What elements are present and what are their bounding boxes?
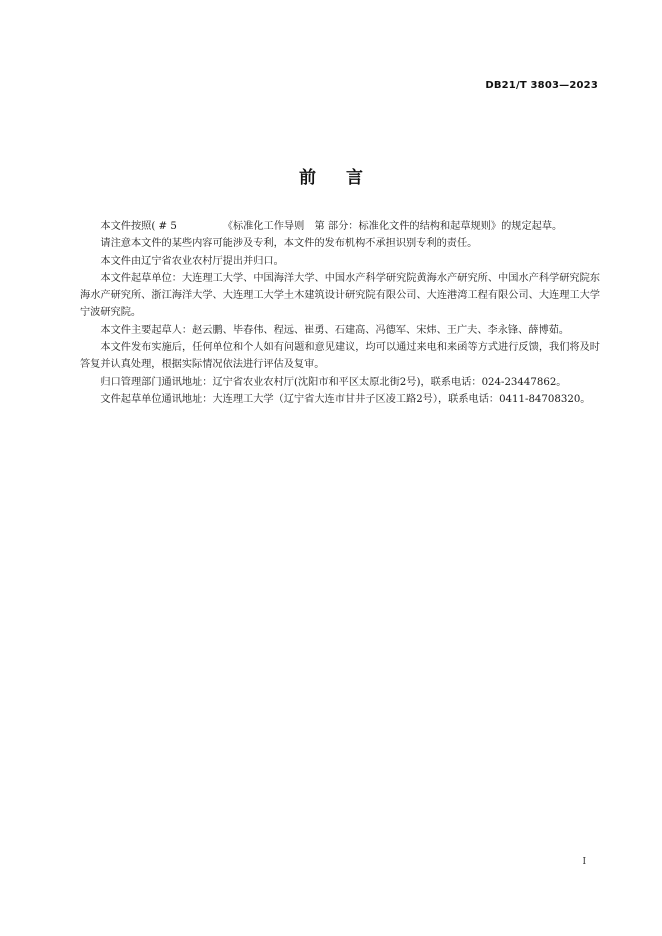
paragraph-drafters: 本文件主要起草人：赵云鹏、毕春伟、程远、崔勇、石建高、冯德军、宋炜、王广夫、李永锋、薛博茹。: [100, 324, 570, 336]
paragraph-standard-basis-text: 《标准化工作导则 第 部分：标准化文件的结构和起草规则》的规定起草。: [222, 221, 563, 232]
page-title: 前言: [299, 168, 393, 188]
paragraph-standard-basis-prefix: 本文件按照( # 5: [100, 221, 177, 232]
page-number: I: [582, 857, 586, 867]
paragraph-drafter-address: 文件起草单位通讯地址：大连理工大学（辽宁省大连市甘井子区凌工路2号），联系电话：0411-84708320。: [100, 393, 591, 405]
paragraph-authority-address: 归口管理部门通讯地址：辽宁省农业农村厅(沈阳市和平区太原北街2号)，联系电话：024-23447862。: [100, 376, 567, 388]
paragraph-patent-notice: 请注意本文件的某些内容可能涉及专利，本文件的发布机构不承担识别专利的责任。: [100, 238, 478, 250]
document-code: DB21/T 3803—2023: [485, 80, 598, 91]
paragraph-proposer: 本文件由辽宁省农业农村厅提出并归口。: [100, 255, 284, 267]
paragraph-drafting-units: 本文件起草单位：大连理工大学、中国海洋大学、中国水产科学研究院黄海水产研究所、中国水产科学研究院东海水产研究所、浙江海洋大学、大连理工大学土木建筑设计研究院有限公司、大连港湾工程有限公司、大连理工大学宁波研究院。: [80, 272, 600, 319]
paragraph-standard-basis: [80, 218, 600, 235]
paragraph-feedback: 本文件发布实施后，任何单位和个人如有问题和意见建议，均可以通过来电和来函等方式进行反馈，我们将及时答复并认真处理，根据实际情况依法进行评估及复审。: [80, 342, 600, 371]
document-body: [80, 218, 600, 408]
